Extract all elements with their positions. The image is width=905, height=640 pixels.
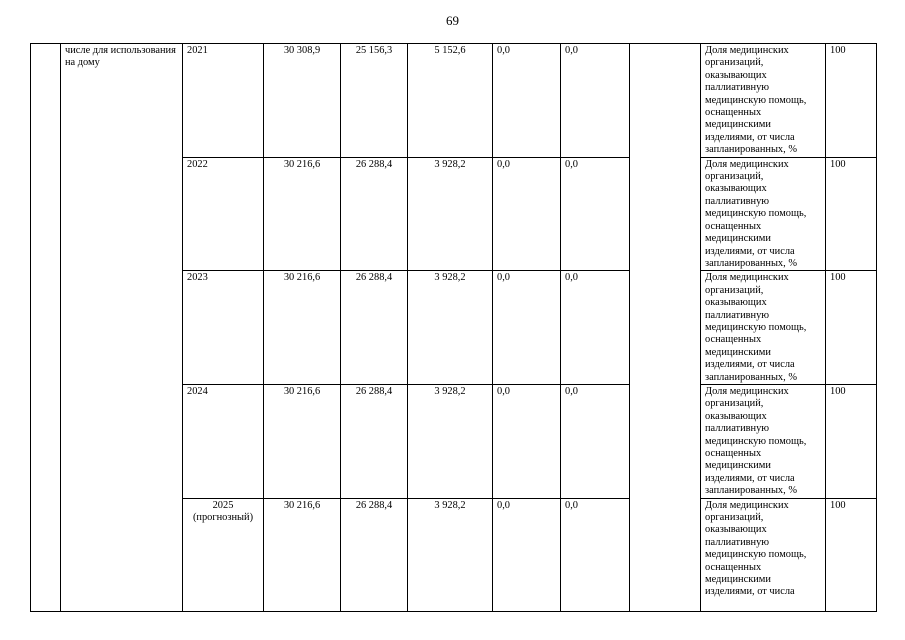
indicator-cell: Доля медицинских организаций, оказывающих паллиативную медицинскую помощь, оснащенных медицинскими изделиями, от числа запланированных, %	[701, 44, 826, 158]
year-cell: 2024	[183, 384, 264, 498]
total-cell: 30 308,9	[264, 44, 341, 158]
total-cell: 30 216,6	[264, 271, 341, 385]
budget-d-cell: 0,0	[561, 384, 630, 498]
budget-c-cell: 0,0	[493, 498, 561, 611]
row-label-cell	[61, 44, 183, 612]
indicator-value-cell: 100	[826, 157, 877, 271]
indicator-value-cell: 100	[826, 498, 877, 611]
budget-a-cell: 26 288,4	[341, 157, 408, 271]
budget-a-cell: 25 156,3	[341, 44, 408, 158]
budget-a-cell: 26 288,4	[341, 384, 408, 498]
year-cell: 2022	[183, 157, 264, 271]
indicator-cell: Доля медицинских организаций, оказывающих паллиативную медицинскую помощь, оснащенных медицинскими изделиями, от числа	[701, 498, 826, 611]
budget-d-cell: 0,0	[561, 271, 630, 385]
budget-a-cell: 26 288,4	[341, 271, 408, 385]
year-cell: 2025 (прогнозный)	[183, 498, 264, 611]
budget-b-cell: 3 928,2	[408, 498, 493, 611]
budget-b-cell: 3 928,2	[408, 271, 493, 385]
indicator-cell: Доля медицинских организаций, оказывающих паллиативную медицинскую помощь, оснащенных медицинскими изделиями, от числа запланированных, %	[701, 271, 826, 385]
budget-d-cell: 0,0	[561, 44, 630, 158]
budget-a-cell: 26 288,4	[341, 498, 408, 611]
total-cell: 30 216,6	[264, 157, 341, 271]
total-cell: 30 216,6	[264, 498, 341, 611]
total-cell: 30 216,6	[264, 384, 341, 498]
program-funding-table	[30, 43, 877, 612]
budget-c-cell: 0,0	[493, 271, 561, 385]
row-label-text: числе для использования на дому	[65, 45, 176, 69]
indicator-value-cell: 100	[826, 384, 877, 498]
number-cell	[31, 44, 61, 612]
budget-c-cell: 0,0	[493, 44, 561, 158]
year-cell: 2023	[183, 271, 264, 385]
budget-c-cell: 0,0	[493, 384, 561, 498]
budget-b-cell: 5 152,6	[408, 44, 493, 158]
budget-c-cell: 0,0	[493, 157, 561, 271]
indicator-value-cell: 100	[826, 271, 877, 385]
indicator-value-cell: 100	[826, 44, 877, 158]
budget-d-cell: 0,0	[561, 157, 630, 271]
executor-cell	[630, 44, 701, 612]
budget-d-cell: 0,0	[561, 498, 630, 611]
budget-b-cell: 3 928,2	[408, 384, 493, 498]
table-row	[31, 44, 877, 158]
year-cell: 2021	[183, 44, 264, 158]
indicator-cell: Доля медицинских организаций, оказывающих паллиативную медицинскую помощь, оснащенных медицинскими изделиями, от числа запланированных, %	[701, 384, 826, 498]
indicator-cell: Доля медицинских организаций, оказывающих паллиативную медицинскую помощь, оснащенных медицинскими изделиями, от числа запланированных, %	[701, 157, 826, 271]
page-number: 69	[446, 13, 459, 28]
budget-b-cell: 3 928,2	[408, 157, 493, 271]
